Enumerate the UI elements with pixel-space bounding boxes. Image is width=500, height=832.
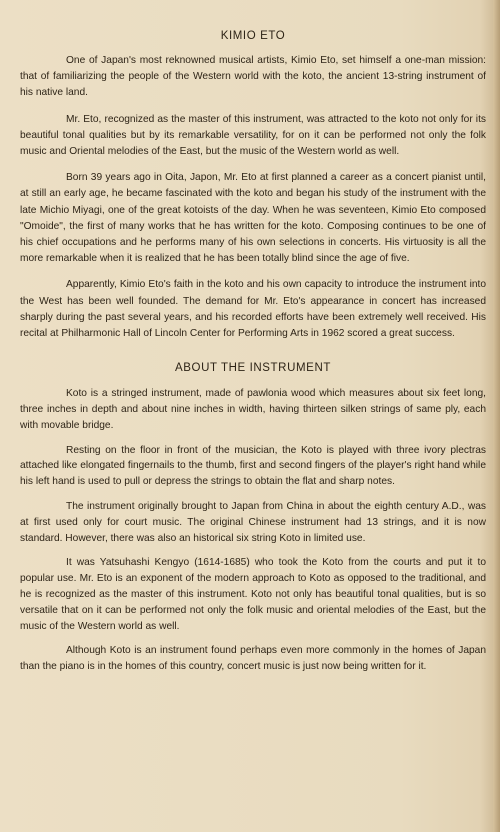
instrument-paragraph: Resting on the floor in front of the musician, the Koto is played with three ivory plectras attached like elongated fingernails to the thumb, first and second fingers of the player's right hand while his left hand is used to pull or depress the strings to obtain the flat and sharp notes. (20, 444, 486, 488)
instrument-paragraph: It was Yatsuhashi Kengyo (1614-1685) who took the Koto from the courts and put it to popular use. Mr. Eto is an exponent of the modern approach to Koto as opposed to the traditional, and he is recognized as the master of this instrument. Koto not only has beautiful tonal qualities, but is so versatile that on it can be performed not only the folk music and oriental melodies of the East, but the music of the Western world as well. (20, 557, 486, 632)
bio-paragraph: One of Japan's most reknowned musical artists, Kimio Eto, set himself a one-man mission: that of familiarizing the people of the Western world with the koto, the ancient 13-string instrument of his native land. (20, 55, 486, 99)
bio-paragraph: Mr. Eto, recognized as the master of this instrument, was attracted to the koto not only for its beautiful tonal qualities but by its remarkable versatility, for on it can be performed not only the folk music and Oriental melodies of the East, but the music of the Western world as well. (20, 113, 486, 158)
page-title: KIMIO ETO (220, 30, 286, 42)
bio-paragraph: Apparently, Kimio Eto's faith in the koto and his own capacity to introduce the instrument into the West has been well founded. The demand for Mr. Eto's appearance in concert has increased sharply during the past several years, and his recorded efforts have been extremely well received. His recital at Philharmonic Hall of Lincoln Center for Performing Arts in 1962 scored a great success. (20, 279, 486, 340)
instrument-paragraph: Koto is a stringed instrument, made of pawlonia wood which measures about six feet long, three inches in depth and about nine inches in width, having thirteen silken strings of same ply, each with movable bridge. (20, 388, 486, 431)
bio-paragraph: Born 39 years ago in Oita, Japon, Mr. Eto at first planned a career as a concert pianist until, at still an early age, he became fascinated with the koto and began his study of the instrument with the late Michio Miyagi, one of the great kotoists of the day. When he was seventeen, Kimio Eto composed "Omoide", the first of many works that he has written for the koto. Composing continues to be one of his chief occupations and he performs many of his own selections in concerts. His virtuosity is all the more remarkable when it is realized that he has been totally blind since the age of five. (20, 172, 486, 265)
biography-section (20, 53, 486, 342)
page-spine-shadow (493, 0, 500, 832)
instrument-paragraph: The instrument originally brought to Japan from China in about the eighth century A.D., was at first used only for court music. The original Chinese instrument had 13 strings, and it is now standard. However, there was also an historical six string Koto in limited use. (20, 501, 486, 544)
section-heading: ABOUT THE INSTRUMENT (175, 362, 331, 375)
instrument-section (20, 386, 486, 675)
instrument-paragraph: Although Koto is an instrument found perhaps even more commonly in the homes of Japan than the piano is in the homes of this country, concert music is just now being written for it. (20, 645, 486, 673)
